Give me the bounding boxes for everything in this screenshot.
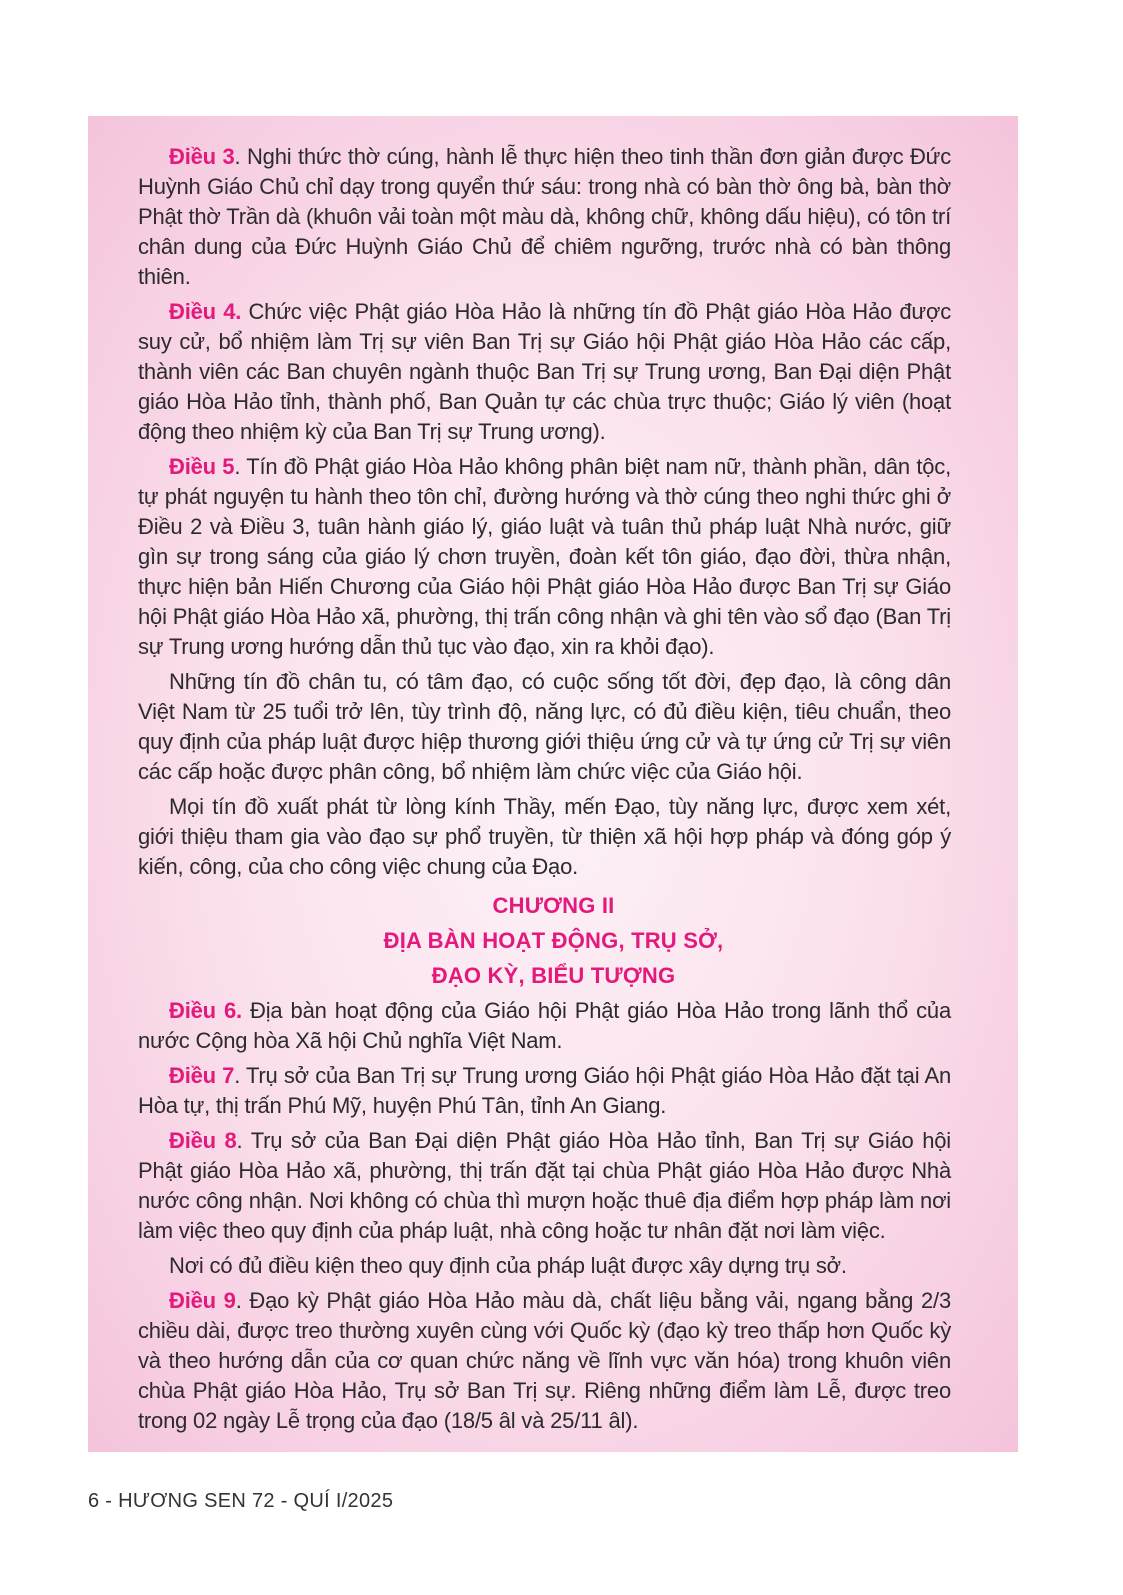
article-dieu-9 [138, 1286, 951, 1436]
article-label: Điều 6. [169, 998, 242, 1023]
page-footer: 6 - HƯƠNG SEN 72 - QUÍ I/2025 [88, 1490, 394, 1512]
article-label: Điều 7 [169, 1063, 235, 1088]
paragraph-headquarters [138, 1251, 951, 1281]
article-text: . Nghi thức thờ cúng, hành lễ thực hiện theo tinh thần đơn giản được Đức Huỳnh Giáo Chủ chỉ dạy trong quyển thứ sáu: trong nhà có bàn thờ ông bà, bàn thờ Phật thờ Trần dà (khuôn vải toàn một màu dà, không chữ, không dấu hiệu), có tôn trí chân dung của Đức Huỳnh Giáo Chủ để chiêm ngưỡng, trước nhà có bàn thông thiên. [138, 144, 951, 289]
article-text: Địa bàn hoạt động của Giáo hội Phật giáo Hòa Hảo trong lãnh thổ của nước Cộng hòa Xã hội Chủ nghĩa Việt Nam. [138, 998, 951, 1053]
article-label: Điều 3 [169, 144, 235, 169]
article-text: . Tín đồ Phật giáo Hòa Hảo không phân biệt nam nữ, thành phần, dân tộc, tự phát nguyện tu hành theo tôn chỉ, đường hướng và thờ cúng theo nghi thức ghi ở Điều 2 và Điều 3, tuân hành giáo lý, giáo luật và tuân thủ pháp luật Nhà nước, giữ gìn sự trong sáng của giáo lý chơn truyền, đoàn kết tôn giáo, đạo đời, thừa nhận, thực hiện bản Hiến Chương của Giáo hội Phật giáo Hòa Hảo được Ban Trị sự Giáo hội Phật giáo Hòa Hảo xã, phường, thị trấn công nhận và ghi tên vào sổ đạo (Ban Trị sự Trung ương hướng dẫn thủ tục vào đạo, xin ra khỏi đạo). [138, 454, 951, 659]
article-label: Điều 5 [169, 454, 235, 479]
article-panel [88, 116, 1018, 1452]
article-dieu-5 [138, 452, 951, 662]
chapter-heading [156, 888, 951, 993]
article-text: Chức việc Phật giáo Hòa Hảo là những tín đồ Phật giáo Hòa Hảo được suy cử, bổ nhiệm làm Trị sự viên Ban Trị sự Giáo hội Phật giáo Hòa Hảo các cấp, thành viên các Ban chuyên ngành thuộc Ban Trị sự Trung ương, Ban Đại diện Phật giáo Hòa Hảo tỉnh, thành phố, Ban Quản tự các chùa trực thuộc; Giáo lý viên (hoạt động theo nhiệm kỳ của Ban Trị sự Trung ương). [138, 299, 951, 444]
paragraph-candidates [138, 667, 951, 787]
article-text: . Trụ sở của Ban Trị sự Trung ương Giáo hội Phật giáo Hòa Hảo đặt tại An Hòa tự, thị trấn Phú Mỹ, huyện Phú Tân, tỉnh An Giang. [138, 1063, 951, 1118]
chapter-title-line-1: ĐỊA BÀN HOẠT ĐỘNG, TRỤ SỞ, [383, 928, 724, 953]
paragraph-contribution [138, 792, 951, 882]
article-label: Điều 8 [169, 1128, 237, 1153]
article-dieu-7 [138, 1061, 951, 1121]
paragraph-text: Những tín đồ chân tu, có tâm đạo, có cuộc sống tốt đời, đẹp đạo, là công dân Việt Nam từ 25 tuổi trở lên, tùy trình độ, năng lực, có đủ điều kiện, tiêu chuẩn, theo quy định của pháp luật được hiệp thương giới thiệu ứng cử và tự ứng cử Trị sự viên các cấp hoặc được phân công, bổ nhiệm làm chức việc của Giáo hội. [138, 669, 951, 784]
article-dieu-8 [138, 1126, 951, 1246]
article-label: Điều 4. [169, 299, 242, 324]
chapter-title-line-2: ĐẠO KỲ, BIỂU TƯỢNG [431, 963, 676, 988]
article-text: . Trụ sở của Ban Đại diện Phật giáo Hòa Hảo tỉnh, Ban Trị sự Giáo hội Phật giáo Hòa Hảo xã, phường, thị trấn đặt tại chùa Phật giáo Hòa Hảo được Nhà nước công nhận. Nơi không có chùa thì mượn hoặc thuê địa điểm hợp pháp làm nơi làm việc theo quy định của pháp luật, nhà công hoặc tư nhân đặt nơi làm việc. [138, 1128, 951, 1243]
article-text: . Đạo kỳ Phật giáo Hòa Hảo màu dà, chất liệu bằng vải, ngang bằng 2/3 chiều dài, được treo thường xuyên cùng với Quốc kỳ (đạo kỳ treo thấp hơn Quốc kỳ và theo hướng dẫn của cơ quan chức năng về lĩnh vực văn hóa) trong khuôn viên chùa Phật giáo Hòa Hảo, Trụ sở Ban Trị sự. Riêng những điểm làm Lễ, được treo trong 02 ngày Lễ trọng của đạo (18/5 âl và 25/11 âl). [138, 1288, 951, 1433]
paragraph-text: Nơi có đủ điều kiện theo quy định của pháp luật được xây dựng trụ sở. [169, 1253, 847, 1278]
chapter-number: CHƯƠNG II [492, 893, 615, 918]
article-label: Điều 9 [169, 1288, 236, 1313]
article-dieu-4 [138, 297, 951, 447]
article-dieu-3 [138, 142, 951, 292]
paragraph-text: Mọi tín đồ xuất phát từ lòng kính Thầy, mến Đạo, tùy năng lực, được xem xét, giới thiệu tham gia vào đạo sự phổ truyền, từ thiện xã hội hợp pháp và đóng góp ý kiến, công, của cho công việc chung của Đạo. [138, 794, 951, 879]
article-dieu-6 [138, 996, 951, 1056]
